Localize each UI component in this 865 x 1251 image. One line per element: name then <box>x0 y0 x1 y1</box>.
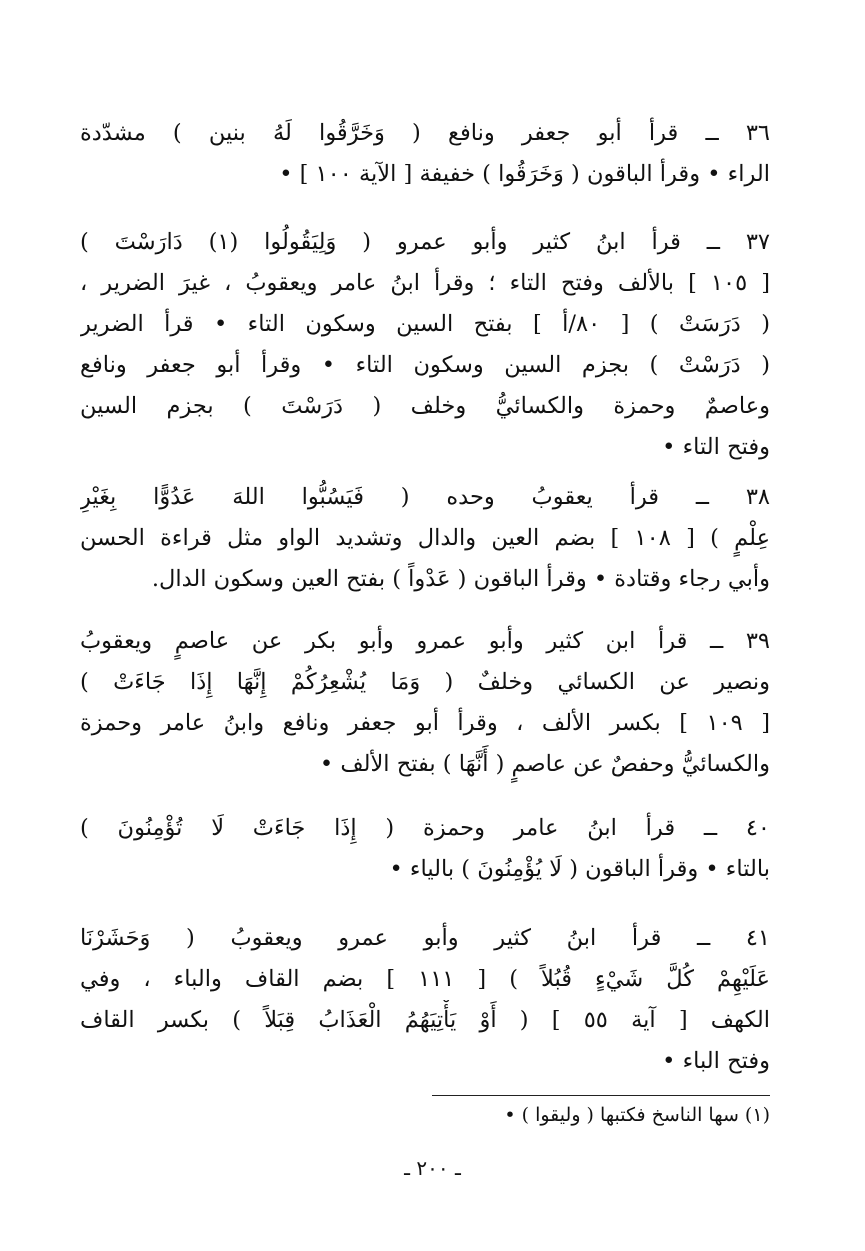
text-line: عِلْمٍ ) [ ١٠٨ ] بضم العين والدال وتشديد الواو مثل قراءة الحسن <box>80 525 770 551</box>
text-line: [ ١٠٩ ] بكسر الألف ، وقرأ أبو جعفر ونافع وابنُ عامر وحمزة <box>80 710 770 736</box>
paragraph-41 <box>80 918 770 1082</box>
text-line: وأبي رجاء وقتادة • وقرأ الباقون ( عَدْواً ) بفتح العين وسكون الدال. <box>151 566 770 592</box>
text-line: والكسائيُّ وحفصٌ عن عاصمٍ ( أَنَّهَا ) بفتح الألف • <box>319 751 770 777</box>
text-line: ٣٦ ــ قرأ أبو جعفر ونافع ( وَخَرَّقُوا لَهُ بنين ) مشدّدة <box>80 120 770 146</box>
paragraph-37 <box>80 222 770 468</box>
text-line: [ ١٠٥ ] بالألف وفتح التاء ؛ وقرأ ابنُ عامر ويعقوبُ ، غيرَ الضرير ، <box>80 270 770 296</box>
text-line: ( دَرَسَتْ ) [ ٨٠/أ ] بفتح السين وسكون التاء • قرأ الضرير <box>80 311 770 337</box>
text-line: الراء • وقرأ الباقون ( وَخَرَقُوا ) خفيفة [ الآية ١٠٠ ] • <box>279 161 770 187</box>
text-line: ٣٧ ــ قرأ ابنُ كثير وأبو عمرو ( وَلِيَقُولُوا (١) دَارَسْتَ ) <box>80 229 770 255</box>
text-line: الكهف [ آية ٥٥ ] ( أَوْ يَأْتِيَهُمُ الْعَذَابُ قِبَلاً ) بكسر القاف <box>80 1007 770 1033</box>
text-line: ٣٨ ــ قرأ يعقوبُ وحده ( فَيَسُبُّوا اللهَ عَدُوًّا بِغَيْرِ <box>80 484 770 510</box>
text-line: عَلَيْهِمْ كُلَّ شَيْءٍ قُبُلاً ) [ ١١١ ] بضم القاف والباء ، وفي <box>80 966 770 992</box>
text-line: ٣٩ ــ قرأ ابن كثير وأبو عمرو وأبو بكر عن عاصمٍ ويعقوبُ <box>80 628 770 654</box>
paragraph-36 <box>80 113 770 195</box>
paragraph-38 <box>80 477 770 600</box>
text-line: وفتح التاء • <box>662 434 770 460</box>
paragraph-39 <box>80 621 770 785</box>
text-line: ( دَرَسْتْ ) بجزم السين وسكون التاء • وقرأ أبو جعفر ونافع <box>80 352 770 378</box>
footnote: (١) سها الناسخ فكتبها ( وليقوا ) • <box>504 1104 770 1126</box>
text-line: ٤١ ــ قرأ ابنُ كثير وأبو عمرو ويعقوبُ ( وَحَشَرْنَا <box>80 925 770 951</box>
page-number: ـ ٢٠٠ ـ <box>404 1156 461 1180</box>
footnote-divider <box>432 1095 770 1096</box>
text-line: وعاصمٌ وحمزة والكسائيُّ وخلف ( دَرَسْتَ ) بجزم السين <box>80 393 770 419</box>
text-line: ونصير عن الكسائي وخلفٌ ( وَمَا يُشْعِرُكُمْ إِنَّهَا إِذَا جَاءَتْ ) <box>80 669 770 695</box>
text-line: وفتح الباء • <box>662 1048 770 1074</box>
text-line: بالتاء • وقرأ الباقون ( لَا يُؤْمِنُونَ ) بالياء • <box>389 856 770 882</box>
text-line: ٤٠ ــ قرأ ابنُ عامر وحمزة ( إِذَا جَاءَتْ لَا تُؤْمِنُونَ ) <box>80 815 770 841</box>
paragraph-40 <box>80 808 770 890</box>
